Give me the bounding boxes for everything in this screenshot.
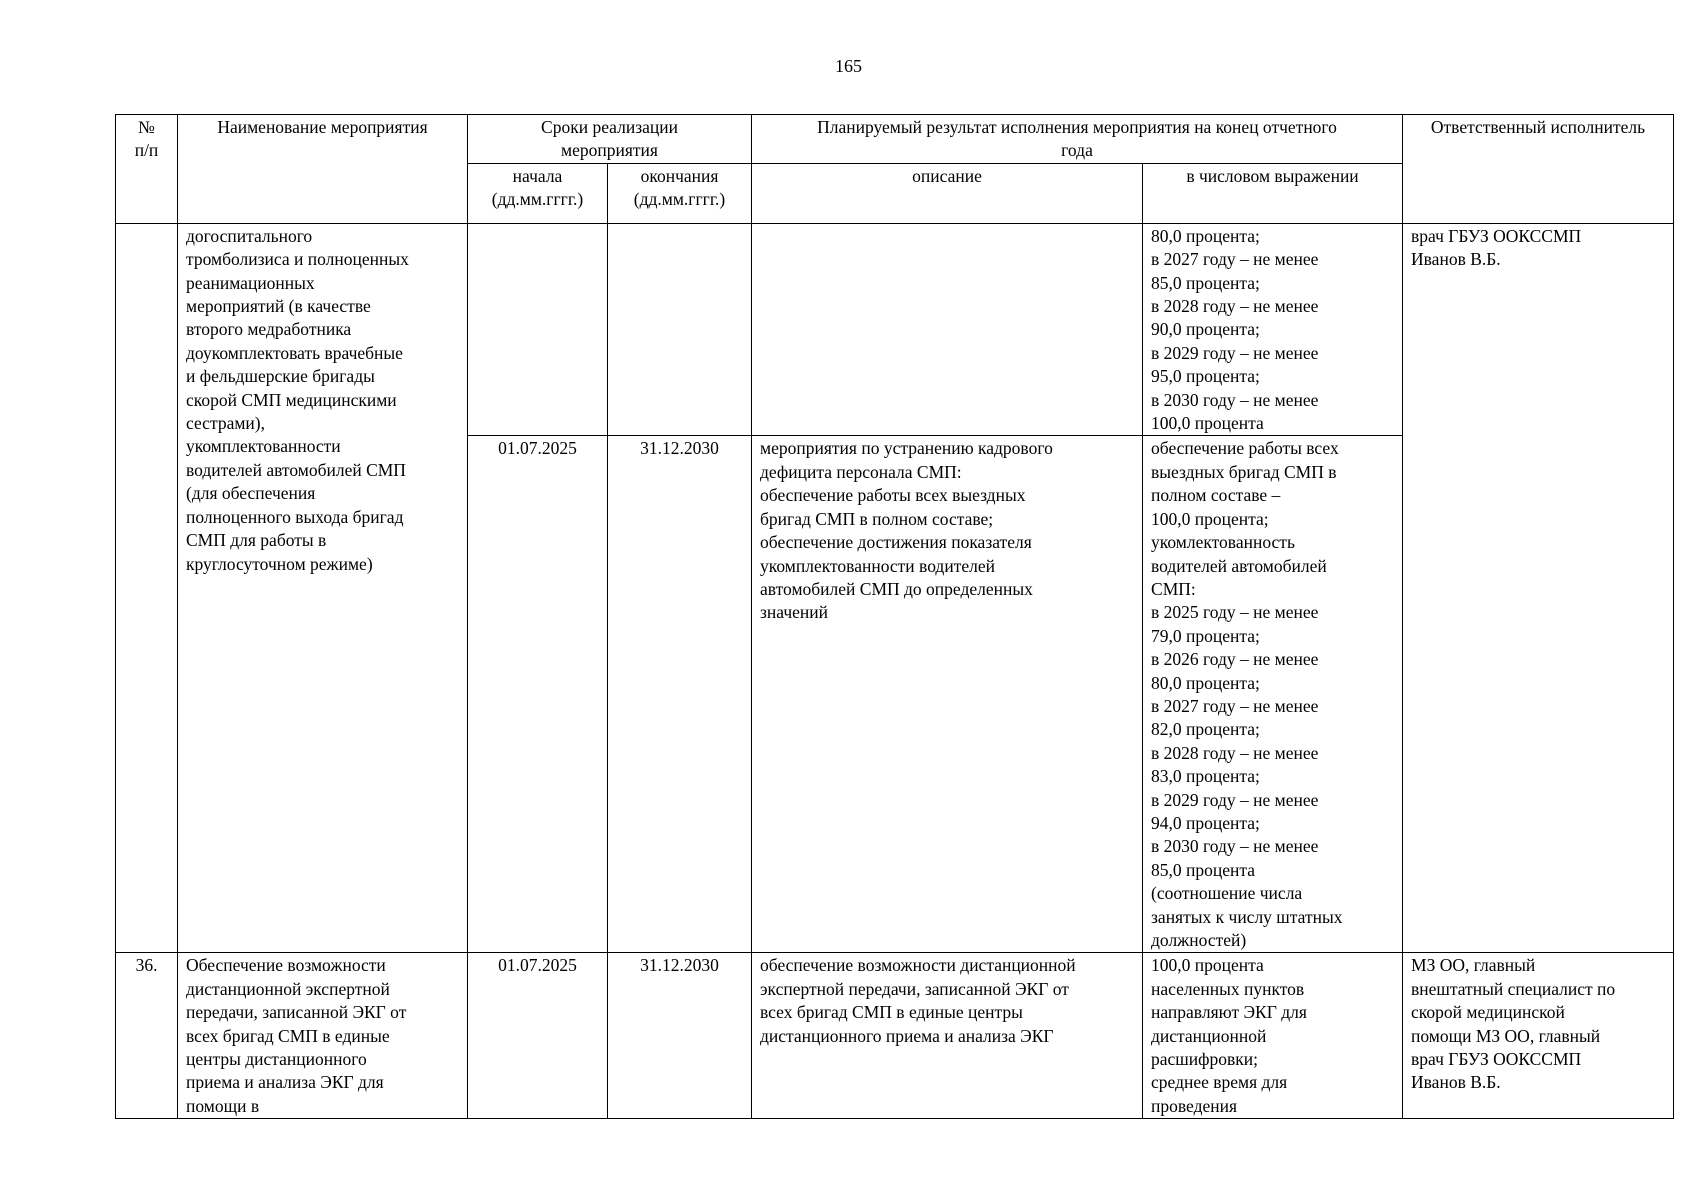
header-numeric: в числовом выражении <box>1143 163 1403 223</box>
table-row <box>116 953 1674 1119</box>
result-numeric: 80,0 процента; в 2027 году – не менее 85,0 процента; в 2028 году – не менее 90,0 процента; в 2029 году – не менее 95,0 процента; в 2030 году – не менее 100,0 процента <box>1143 223 1403 436</box>
table-row <box>116 223 1674 436</box>
header-description: описание <box>752 163 1143 223</box>
header-name: Наименование мероприятия <box>178 115 468 224</box>
result-description: обеспечение возможности дистанционной экспертной передачи, записанной ЭКГ от всех бригад СМП в единые центры дистанционного приема и анализа ЭКГ <box>752 953 1143 1119</box>
row-number: 36. <box>116 953 178 1119</box>
start-date <box>468 223 608 436</box>
start-date: 01.07.2025 <box>468 436 608 953</box>
responsible: МЗ ОО, главный внештатный специалист по скорой медицинской помощи МЗ ОО, главный врач ГБУЗ ООКССМП Иванов В.Б. <box>1403 953 1674 1119</box>
start-date: 01.07.2025 <box>468 953 608 1119</box>
result-numeric: обеспечение работы всех выездных бригад СМП в полном составе – 100,0 процента; укомлектованность водителей автомобилей СМП: в 2025 году – не менее 79,0 процента; в 2026 году – не менее 80,0 процента; в 2027 году – не менее 82,0 процента; в 2028 году – не менее 83,0 процента; в 2029 году – не менее 94,0 процента; в 2030 году – не менее 85,0 процента (соотношение числа занятых к числу штатных должностей) <box>1143 436 1403 953</box>
header-start: начала (дд.мм.гггг.) <box>468 163 608 223</box>
end-date <box>608 223 752 436</box>
measures-table <box>115 114 1674 1119</box>
header-end: окончания (дд.мм.гггг.) <box>608 163 752 223</box>
end-date: 31.12.2030 <box>608 436 752 953</box>
header-responsible: Ответственный исполнитель <box>1403 115 1674 224</box>
result-description: мероприятия по устранению кадрового дефицита персонала СМП: обеспечение работы всех выездных бригад СМП в полном составе; обеспечение достижения показателя укомплектованности водителей автомобилей СМП до определенных значений <box>752 436 1143 953</box>
measure-name: Обеспечение возможности дистанционной экспертной передачи, записанной ЭКГ от всех бригад СМП в единые центры дистанционного приема и анализа ЭКГ для помощи в <box>178 953 468 1119</box>
header-number: № п/п <box>116 115 178 224</box>
row-number <box>116 223 178 953</box>
header-dates: Сроки реализации мероприятия <box>468 115 752 164</box>
end-date: 31.12.2030 <box>608 953 752 1119</box>
result-numeric: 100,0 процента населенных пунктов направляют ЭКГ для дистанционной расшифровки; среднее время для проведения <box>1143 953 1403 1119</box>
result-description <box>752 223 1143 436</box>
header-row-1 <box>116 115 1674 164</box>
page-number: 165 <box>835 56 862 76</box>
responsible: врач ГБУЗ ООКССМП Иванов В.Б. <box>1403 223 1674 953</box>
measure-name: догоспитального тромболизиса и полноценных реанимационных мероприятий (в качестве второго медработника доукомплектовать врачебные и фельдшерские бригады скорой СМП медицинскими сестрами), укомплектованности водителей автомобилей СМП (для обеспечения полноценного выхода бригад СМП для работы в круглосуточном режиме) <box>178 223 468 953</box>
header-result: Планируемый результат исполнения мероприятия на конец отчетного года <box>752 115 1403 164</box>
